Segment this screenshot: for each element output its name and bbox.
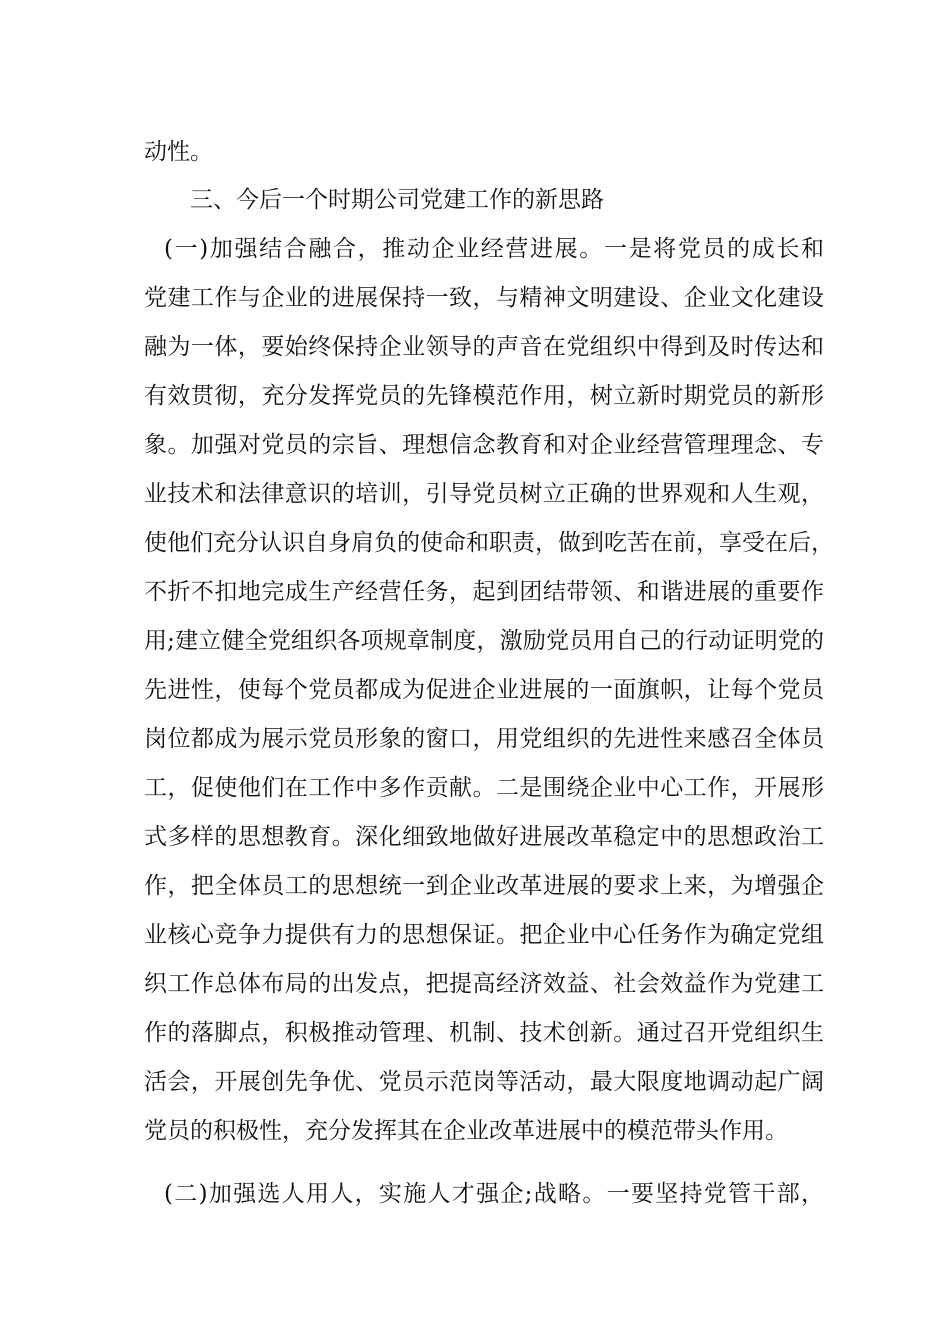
text-line: 象。加强对党员的宗旨、理想信念教育和对企业经营管理理念、专 <box>144 432 824 458</box>
text-line: 作的落脚点，积极推动管理、机制、技术创新。通过召开党组织生 <box>144 1020 824 1046</box>
text-line: 动性。 <box>144 139 213 165</box>
text-line: 党建工作与企业的进展保持一致，与精神文明建设、企业文化建设 <box>144 285 824 311</box>
text-line: 不折不扣地完成生产经营任务，起到团结带领、和谐进展的重要作 <box>144 579 824 605</box>
text-line: 使他们充分认识自身肩负的使命和职责，做到吃苦在前，享受在后， <box>144 530 834 556</box>
paragraph-start-line: (二)加强选人用人，实施人才强企;战略。一要坚持党管干部， <box>164 1181 824 1207</box>
text-line: 岗位都成为展示党员形象的窗口，用党组织的先进性来感召全体员 <box>144 726 824 752</box>
text-line: 融为一体，要始终保持企业领导的声音在党组织中得到及时传达和 <box>144 334 824 360</box>
text-line: 用;建立健全党组织各项规章制度，激励党员用自己的行动证明党的 <box>144 628 824 654</box>
section-heading: 三、今后一个时期公司党建工作的新思路 <box>190 187 604 213</box>
text-line: 作，把全体员工的思想统一到企业改革进展的要求上来，为增强企 <box>144 873 824 899</box>
text-line: 业技术和法律意识的培训，引导党员树立正确的世界观和人生观， <box>144 481 824 507</box>
text-line: 有效贯彻，充分发挥党员的先锋模范作用，树立新时期党员的新形 <box>144 383 824 409</box>
text-line: 式多样的思想教育。深化细致地做好进展改革稳定中的思想政治工 <box>144 824 824 850</box>
text-line: 工，促使他们在工作中多作贡献。二是围绕企业中心工作，开展形 <box>144 775 824 801</box>
text-line: 活会，开展创先争优、党员示范岗等活动，最大限度地调动起广阔 <box>144 1069 824 1095</box>
paragraph-end-line: 党员的积极性，充分发挥其在企业改革进展中的模范带头作用。 <box>144 1118 788 1144</box>
text-line: 业核心竞争力提供有力的思想保证。把企业中心任务作为确定党组 <box>144 922 824 948</box>
text-line: 先进性，使每个党员都成为促进企业进展的一面旗帜，让每个党员 <box>144 677 824 703</box>
text-line: 织工作总体布局的出发点，把提高经济效益、社会效益作为党建工 <box>144 971 824 997</box>
paragraph-start-line: (一)加强结合融合，推动企业经营进展。一是将党员的成长和 <box>164 236 824 262</box>
